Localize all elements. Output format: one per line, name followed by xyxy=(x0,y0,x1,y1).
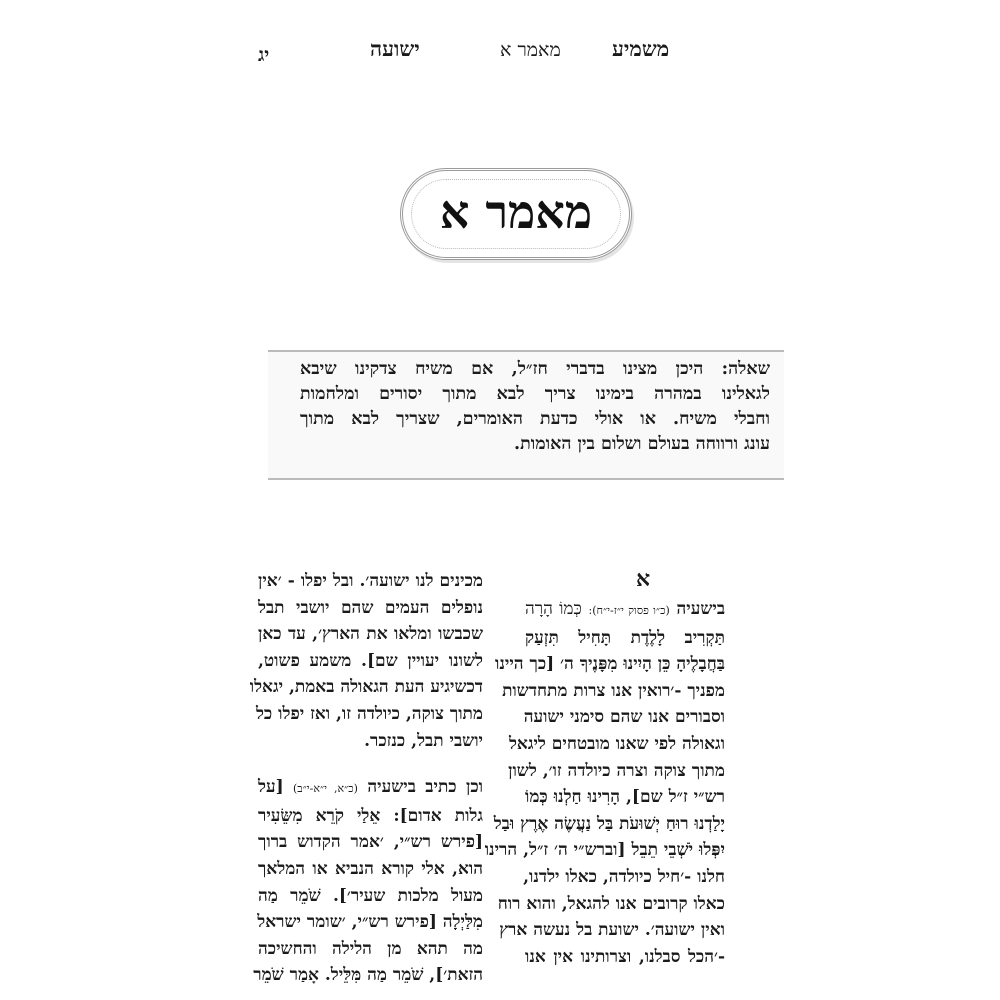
chapter-title: מאמר א xyxy=(439,185,593,239)
column-line: תַּקְרִיב לָלֶדֶת תָּחִיל תִּזְעַק xyxy=(525,627,725,648)
column-line: יָלַדְנוּ רוּחַ יְשׁוּעֹת בַּל נַעֲשֶׂה אֶרֶץ וּבַל xyxy=(493,813,725,834)
column-line: דכשיגיע העת הגאולה באמת, יגאלו xyxy=(249,677,483,698)
question-text xyxy=(300,357,770,457)
column-line: [פירש רש״י, ׳אמר הקדוש ברוך xyxy=(258,832,483,853)
column-line xyxy=(525,596,725,625)
column-line: ואין ישועה׳. ישועת בל נעשה ארץ xyxy=(499,920,725,941)
bracket-text: [על xyxy=(258,777,284,798)
column-line: יושבי תבל, כנזכר. xyxy=(364,730,483,751)
question-line: עונג ורווחה בעולם ושלום בין האומות. xyxy=(513,434,770,454)
column-line: מכינים לנו ישועה׳. ובל יפלו - ׳אין xyxy=(258,571,483,591)
column-line: לשונו יעויין שם]. משמע פשוט, xyxy=(258,650,483,671)
column-line: וגאולה לפי שאנו מובטחים ליגאל xyxy=(508,733,725,754)
right-column xyxy=(484,596,726,970)
column-line: מעול מלכות שעיר׳]. שֹׁמֵר מַה xyxy=(258,885,483,906)
section-letter: א xyxy=(636,566,651,592)
question-line: וחבלי משיח. או אולי כדעת האומרים, שצריך לבא מתוך xyxy=(300,409,770,429)
column-line: גלות אדום]: אֵלַי קֹרֵא מִשֵּׂעִיר xyxy=(258,805,483,826)
column-line: יִפְּלוּ יֹשְׁבֵי תֵבֵל [וברש״י ה׳ ז״ל, הרינו xyxy=(484,840,725,861)
lead-words: וכן כתיב בישעיה xyxy=(367,777,483,798)
column-line: -׳הכל סבלנו, וצרותינו אין אנו xyxy=(525,946,725,967)
page-number: יג xyxy=(258,44,270,66)
column-line: נופלים העמים שהם יושבי תבל xyxy=(258,597,483,618)
running-head-center: מאמר א xyxy=(500,39,561,61)
lead-word: בישעיה xyxy=(676,599,726,619)
column-line xyxy=(258,774,483,803)
question-line: לגאלינו במהרה בימינו צריך לבא מתוך יסורים ומלחמות xyxy=(300,384,770,404)
column-line: מתוך צוקה, כיולדה זו, ואז יפלו כל xyxy=(255,703,483,724)
paragraph-gap xyxy=(258,754,483,774)
column-line: מִלַּיְלָה [פירש רש״י, ׳שומר ישראל xyxy=(257,912,483,933)
question-line: שאלה: היכן מצינו בדברי חז״ל, אם משיח צדקינו שיבא xyxy=(300,359,770,379)
column-line: מה תהא מן הלילה והחשיכה xyxy=(258,938,483,959)
column-line: שכבשו ומלאו את הארץ׳, עד כאן xyxy=(258,624,483,645)
verse-reference: (כ״א, י״א-י״ב) xyxy=(293,782,358,796)
verse-quote: כְּמוֹ הָרָה xyxy=(525,599,582,619)
chapter-title-frame xyxy=(400,168,632,260)
column-line: רש״י ז״ל שם], הָרִינוּ חַלְנוּ כְּמוֹ xyxy=(525,787,725,808)
column-line: הוא, אלי קורא הנביא או המלאך xyxy=(258,858,483,879)
running-head-left: משמיע xyxy=(612,36,670,61)
left-column xyxy=(249,568,483,989)
column-line: חלנו -׳חיל כיולדה, כאלו ילדנו, xyxy=(523,866,725,887)
column-line: הזאת׳], שֹׁמֵר מַה מִּלֵּיל. אָמַר שֹׁמֵר xyxy=(253,965,483,986)
column-line: וסבורים אנו שהם סימני ישועה xyxy=(523,707,725,728)
running-head-right: ישועה xyxy=(370,36,420,61)
column-line: בַּחֲבָלֶיהָ כֵּן הָיִינוּ מִפָּנֶיךָ ה׳ [כך היינו xyxy=(495,654,725,675)
verse-reference: (כ״ו פסוק י״ז-י״ח): xyxy=(588,604,670,617)
column-line: מפניך -׳רואין אנו צרות מתחדשות xyxy=(502,680,725,701)
column-line: כאלו קרובים אנו להגאל, והוא רוח xyxy=(497,893,725,914)
column-line: מתוך צוקה וצרה כיולדה זו׳, לשון xyxy=(508,760,725,781)
